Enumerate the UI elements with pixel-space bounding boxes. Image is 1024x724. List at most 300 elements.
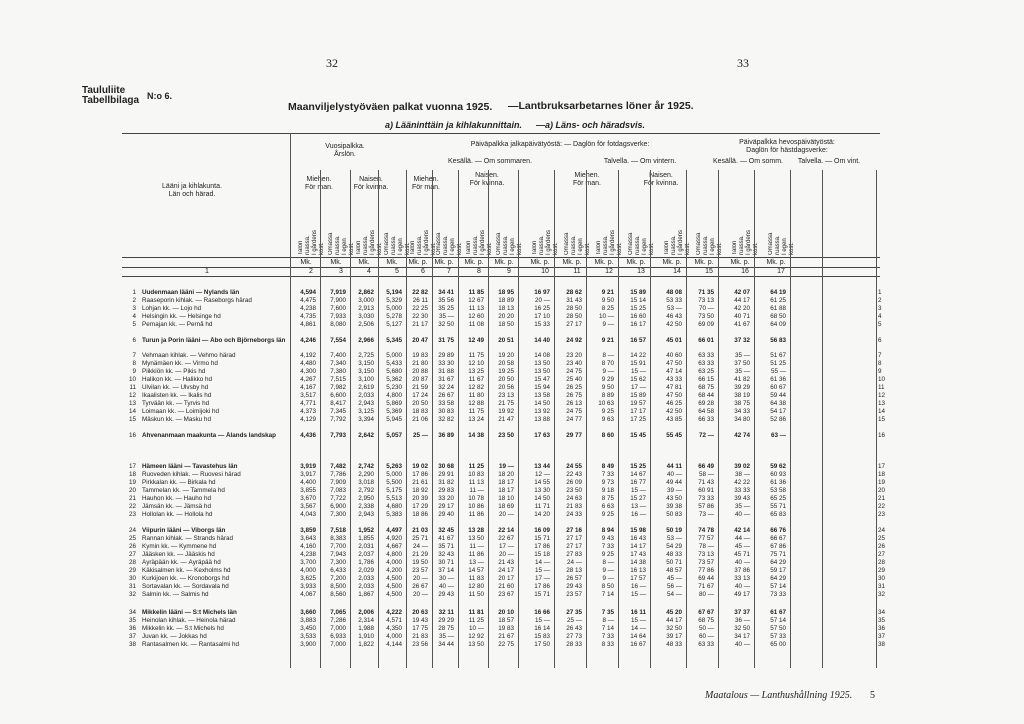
cell-value: 43 33 <box>666 376 682 383</box>
cell-value: 7,300 <box>330 559 346 566</box>
cell-value: 2,792 <box>358 487 374 494</box>
cell-value: 63 33 <box>698 641 714 648</box>
cell-value: 29 77 <box>566 432 582 439</box>
cell-value: 61 88 <box>770 305 786 312</box>
cell-value: 18 86 <box>412 511 428 518</box>
cell-value: 45 01 <box>666 337 682 344</box>
cell-value: 46 43 <box>666 313 682 320</box>
row-number: 23 <box>128 511 136 518</box>
cell-value: 50 19 <box>666 527 682 534</box>
cell-value: 2,862 <box>358 289 374 296</box>
cell-value: 9 21 <box>601 289 614 296</box>
cell-value: 3,660 <box>300 609 316 616</box>
cell-value: 14 50 <box>534 495 550 502</box>
cell-value: 11 13 <box>468 305 484 312</box>
cell-value: 29 89 <box>438 352 454 359</box>
cell-value: 77 57 <box>698 535 714 542</box>
cell-value: 44 17 <box>666 617 682 624</box>
cell-value: 4,267 <box>300 376 316 383</box>
cell-value: 40 60 <box>666 352 682 359</box>
cell-value: 57 14 <box>770 617 786 624</box>
cell-value: 69 28 <box>698 400 714 407</box>
cell-value: 11 67 <box>468 376 484 383</box>
region-name: Lohjan kk. — Lojo hd <box>142 305 202 312</box>
cell-value: 19 — <box>498 463 514 470</box>
cell-value: 24 75 <box>566 408 582 415</box>
row-number-right: 16 <box>878 432 886 439</box>
cell-value: 13 — <box>630 503 646 510</box>
cell-value: 1,855 <box>358 535 374 542</box>
cell-value: 73 13 <box>698 551 714 558</box>
cell-value: 14 38 <box>630 559 646 566</box>
cell-value: 7,482 <box>330 463 346 470</box>
cell-value: 21 29 <box>412 551 428 558</box>
region-name: Mikkelin lääni — S:t Michels län <box>142 609 237 616</box>
cell-value: 28 50 <box>566 305 582 312</box>
cell-value: 17 86 <box>534 583 550 590</box>
row-number: 16 <box>128 432 136 439</box>
cell-value: 15 25 <box>630 463 646 470</box>
annual-wage-header: Vuosipalkka. Årslön. <box>325 143 365 158</box>
cell-value: 23 50 <box>498 432 514 439</box>
cell-value: 73 33 <box>770 591 786 598</box>
row-number: 6 <box>132 337 136 344</box>
cell-value: 19 50 <box>412 559 428 566</box>
cell-value: 21 80 <box>412 360 428 367</box>
region-name: Kymin kk. — Kymmene hd <box>142 543 217 550</box>
cell-value: 24 55 <box>566 463 582 470</box>
region-column-header: Lääni ja kihlakunta. Län och härad. <box>162 183 222 198</box>
cell-value: 4,500 <box>386 591 402 598</box>
cell-value: 35 — <box>438 313 454 320</box>
cell-value: 21 75 <box>498 400 514 407</box>
column-number: 4 <box>367 268 371 275</box>
cell-value: 5,000 <box>386 471 402 478</box>
cell-value: 26 11 <box>412 297 428 304</box>
cell-value: 11 08 <box>468 321 484 328</box>
cell-value: 21 03 <box>412 527 428 534</box>
cell-value: 24 92 <box>566 337 582 344</box>
cell-value: 45 — <box>734 543 750 550</box>
cell-value: 33 58 <box>438 400 454 407</box>
cell-value: 7 33 <box>601 543 614 550</box>
cell-value: 16 67 <box>630 641 646 648</box>
subtitle-sv: —a) Läns- och häradsvis. <box>536 120 646 130</box>
cell-value: 51 67 <box>770 352 786 359</box>
cell-value: 15 71 <box>534 535 550 542</box>
cell-value: 40 71 <box>734 313 750 320</box>
cell-value: 21 47 <box>498 416 514 423</box>
cell-value: 34 41 <box>438 289 454 296</box>
cell-value: 4,043 <box>300 511 316 518</box>
cell-value: 51 25 <box>770 360 786 367</box>
cell-value: 12 — <box>534 471 550 478</box>
cell-value: 11 85 <box>468 289 484 296</box>
cell-value: 3,030 <box>358 313 374 320</box>
region-name: Rantasalmen kk. — Rantasalmi hd <box>142 641 239 648</box>
cell-value: 22 75 <box>498 641 514 648</box>
cell-value: 5,230 <box>386 384 402 391</box>
cell-value: 20 — <box>412 575 428 582</box>
unit-label: Mk. p. <box>434 259 454 266</box>
cell-value: 19 83 <box>412 352 428 359</box>
cell-value: 23 20 <box>566 352 582 359</box>
horse-winter-header: Talvella. — Om vint. <box>797 158 861 165</box>
cell-value: 3,900 <box>300 641 316 648</box>
row-number: 4 <box>132 313 136 320</box>
column-subheader: Talon ruassa. I gårdens kost. <box>532 229 559 255</box>
region-name: Jämsän kk. — Jämsä hd <box>142 503 211 510</box>
cell-value: 8,080 <box>330 321 346 328</box>
column-subheader: Omassa ruassa. I egen kost. <box>384 232 411 255</box>
cell-value: 3,643 <box>300 535 316 542</box>
cell-value: 55 45 <box>666 432 682 439</box>
row-number-right: 32 <box>878 591 886 598</box>
cell-value: 15 14 <box>630 297 646 304</box>
cell-value: 13 92 <box>534 408 550 415</box>
cell-value: 3,150 <box>358 360 374 367</box>
region-name: Helsingin kk. — Helsinge hd <box>142 313 221 320</box>
cell-value: 74 78 <box>698 527 714 534</box>
cell-value: 66 33 <box>698 416 714 423</box>
unit-label: Mk. <box>386 259 398 266</box>
cell-value: 3,919 <box>300 463 316 470</box>
cell-value: 6,600 <box>330 392 346 399</box>
header-mk-rule <box>122 257 880 258</box>
cell-value: 40 — <box>734 511 750 518</box>
cell-value: 73 33 <box>698 495 714 502</box>
cell-value: 7,909 <box>330 479 346 486</box>
region-name: Halikon kk. — Halikko hd <box>142 376 212 383</box>
table-number: N:o 6. <box>147 91 173 101</box>
row-number-right: 4 <box>878 313 882 320</box>
cell-value: 18 10 <box>498 495 514 502</box>
cell-value: 64 09 <box>770 321 786 328</box>
cell-value: 4,238 <box>300 305 316 312</box>
row-number-right: 7 <box>878 352 882 359</box>
cell-value: 13 44 <box>534 463 550 470</box>
row-number-right: 30 <box>878 575 886 582</box>
region-name: Ahvenanmaan maakunta — Ålands landskap <box>142 432 277 439</box>
cell-value: 4,800 <box>386 551 402 558</box>
header-colnum-top-rule <box>122 267 880 268</box>
cell-value: 18 20 <box>498 471 514 478</box>
cell-value: 23 67 <box>498 591 514 598</box>
cell-value: 18 17 <box>498 487 514 494</box>
row-number-right: 29 <box>878 567 886 574</box>
cell-value: 3,018 <box>358 479 374 486</box>
cell-value: 13 58 <box>534 392 550 399</box>
cell-value: 9 50 <box>601 384 614 391</box>
cell-value: 29 43 <box>438 591 454 598</box>
cell-value: 2,943 <box>358 511 374 518</box>
row-number: 22 <box>128 503 136 510</box>
region-name: Jääsken kk. — Jääskis hd <box>142 551 215 558</box>
cell-value: 5,127 <box>386 321 402 328</box>
cell-value: 19 83 <box>498 625 514 632</box>
column-number: 1 <box>205 268 209 275</box>
cell-value: 61 36 <box>770 479 786 486</box>
row-number-right: 22 <box>878 503 886 510</box>
cell-value: 15 — <box>534 567 550 574</box>
cell-value: 71 67 <box>698 583 714 590</box>
cell-value: 4,000 <box>300 567 316 574</box>
cell-value: 60 91 <box>698 487 714 494</box>
row-number-right: 3 <box>878 305 882 312</box>
row-number: 14 <box>128 408 136 415</box>
column-subheader: Talon ruassa. I gårdens kost. <box>466 229 493 255</box>
cell-value: 22 43 <box>566 471 582 478</box>
cell-value: 11 75 <box>468 408 484 415</box>
cell-value: 17 29 <box>412 503 428 510</box>
unit-label: Mk. p. <box>562 259 582 266</box>
cell-value: 12 49 <box>468 337 484 344</box>
cell-value: 4,160 <box>300 543 316 550</box>
row-number-right: 17 <box>878 463 886 470</box>
cell-value: 3,394 <box>358 416 374 423</box>
cell-value: 2,742 <box>358 463 374 470</box>
cell-value: 31 43 <box>566 297 582 304</box>
row-number: 32 <box>128 591 136 598</box>
row-number-right: 21 <box>878 495 886 502</box>
cell-value: 19 43 <box>412 617 428 624</box>
cell-value: 3,567 <box>300 503 316 510</box>
cell-value: 13 30 <box>534 487 550 494</box>
cell-value: 7,345 <box>330 408 346 415</box>
cell-value: 32 45 <box>438 527 454 534</box>
cell-value: 12 82 <box>468 384 484 391</box>
column-subheader: Omassa ruassa. I egen kost. <box>436 232 463 255</box>
column-number: 12 <box>605 268 613 275</box>
unit-label: Mk. p. <box>530 259 550 266</box>
cell-value: 29 17 <box>438 503 454 510</box>
cell-value: 15 33 <box>534 321 550 328</box>
cell-value: 45 71 <box>734 551 750 558</box>
cell-value: 52 86 <box>770 416 786 423</box>
cell-value: 21 67 <box>498 633 514 640</box>
cell-value: 66 49 <box>698 463 714 470</box>
summer-header: Kesällä. — Om sommaren. <box>447 158 533 165</box>
row-number: 30 <box>128 575 136 582</box>
cell-value: 14 50 <box>534 400 550 407</box>
cell-value: 23 13 <box>498 392 514 399</box>
cell-value: 21 06 <box>412 416 428 423</box>
cell-value: 11 — <box>469 487 484 494</box>
row-number: 7 <box>132 352 136 359</box>
cell-value: 47 81 <box>666 384 682 391</box>
cell-value: 17 63 <box>534 432 550 439</box>
cell-value: 9 18 <box>601 487 614 494</box>
cell-value: 3,933 <box>300 583 316 590</box>
cell-value: 22 67 <box>498 535 514 542</box>
cell-value: 4,144 <box>386 641 402 648</box>
cell-value: 24 — <box>412 543 428 550</box>
region-name: Ikaalisten kk. — Ikalis hd <box>142 392 212 399</box>
cell-value: 5,362 <box>386 376 402 383</box>
cell-value: 32 50 <box>666 625 682 632</box>
unit-label: Mk. p. <box>494 259 514 266</box>
row-number-right: 27 <box>878 551 886 558</box>
cell-value: 3,150 <box>358 368 374 375</box>
row-number: 5 <box>132 321 136 328</box>
cell-value: 20 10 <box>498 609 514 616</box>
cell-value: 4,594 <box>300 289 316 296</box>
cell-value: 24 33 <box>566 511 582 518</box>
cell-value: 5,057 <box>386 432 402 439</box>
cell-value: 8 75 <box>601 495 614 502</box>
cell-value: 36 — <box>734 617 750 624</box>
row-number-right: 14 <box>878 408 886 415</box>
cell-value: 39 29 <box>734 384 750 391</box>
row-number: 9 <box>132 368 136 375</box>
cell-value: 18 50 <box>498 321 514 328</box>
cell-value: 31 75 <box>438 337 454 344</box>
cell-value: 21 60 <box>498 583 514 590</box>
cell-value: 20 50 <box>412 400 428 407</box>
title-fi: Maanviljelystyöväen palkat vuonna 1925. <box>288 101 493 113</box>
cell-value: 4,861 <box>300 321 316 328</box>
cell-value: 48 33 <box>666 551 682 558</box>
column-number: 16 <box>741 268 749 275</box>
cell-value: 7,300 <box>330 511 346 518</box>
cell-value: 57 33 <box>770 633 786 640</box>
cell-value: 35 56 <box>438 297 454 304</box>
row-number: 37 <box>128 633 136 640</box>
annual-men-header: Miehen. För man. <box>304 176 333 191</box>
right-page-number: 33 <box>737 56 749 70</box>
cell-value: 4,192 <box>300 352 316 359</box>
row-number: 29 <box>128 567 136 574</box>
cell-value: 9 29 <box>601 376 614 383</box>
cell-value: 67 67 <box>698 609 714 616</box>
table-label-fi: Taululiite <box>82 85 126 96</box>
cell-value: 14 08 <box>534 352 550 359</box>
cell-value: 11 83 <box>468 575 484 582</box>
row-number: 19 <box>128 479 136 486</box>
cell-value: 40 — <box>438 583 454 590</box>
footer-page-number: 5 <box>870 690 875 701</box>
cell-value: 45 — <box>666 575 682 582</box>
region-name: Mynämäen kk. — Virmo hd <box>142 360 218 367</box>
cell-value: 16 57 <box>630 337 646 344</box>
cell-value: 15 62 <box>630 376 646 383</box>
row-number-right: 36 <box>878 625 886 632</box>
cell-value: 64 58 <box>698 408 714 415</box>
cell-value: 53 33 <box>666 297 682 304</box>
cell-value: 8 60 <box>601 432 614 439</box>
cell-value: 29 40 <box>438 511 454 518</box>
row-number-right: 23 <box>878 511 886 518</box>
cell-value: 13 50 <box>468 641 484 648</box>
cell-value: 16 25 <box>534 305 550 312</box>
cell-value: 35 25 <box>438 305 454 312</box>
cell-value: 20 87 <box>412 376 428 383</box>
column-subheader: Talon ruassa. I gårdens kost. <box>732 229 759 255</box>
cell-value: 7 33 <box>601 633 614 640</box>
cell-value: 14 40 <box>534 337 550 344</box>
cell-value: 3,517 <box>300 392 316 399</box>
cell-value: 3,670 <box>300 495 316 502</box>
unit-label: Mk. <box>300 259 312 266</box>
cell-value: 8 94 <box>601 527 614 534</box>
cell-value: 16 77 <box>630 479 646 486</box>
region-name: Hämeen lääni — Tavastehus län <box>142 463 238 470</box>
title-sv: —Lantbruksarbetarnes löner år 1925. <box>508 100 694 112</box>
cell-value: 1,867 <box>358 591 374 598</box>
summer-women-header: Naisen. För kvinna. <box>469 172 505 187</box>
cell-value: 50 83 <box>666 511 682 518</box>
cell-value: 53 — <box>666 305 682 312</box>
cell-value: 2,966 <box>358 337 374 344</box>
cell-value: 69 09 <box>698 321 714 328</box>
region-name: Raaseporin kihlak. — Raseborgs härad <box>142 297 252 304</box>
cell-value: 5,945 <box>386 416 402 423</box>
cell-value: 29 29 <box>438 617 454 624</box>
cell-value: 4,222 <box>386 609 402 616</box>
cell-value: 16 66 <box>534 609 550 616</box>
cell-value: 8,500 <box>330 583 346 590</box>
cell-value: 23 50 <box>566 487 582 494</box>
cell-value: 15 18 <box>534 551 550 558</box>
cell-value: 14 67 <box>630 471 646 478</box>
cell-value: 63 33 <box>698 352 714 359</box>
cell-value: 7,065 <box>330 609 346 616</box>
unit-label: Mk. p. <box>626 259 646 266</box>
cell-value: 48 08 <box>666 289 682 296</box>
cell-value: 27 83 <box>566 551 582 558</box>
cell-value: 17 57 <box>630 575 646 582</box>
cell-value: 17 86 <box>534 543 550 550</box>
cell-value: 66 67 <box>770 535 786 542</box>
cell-value: 15 — <box>534 617 550 624</box>
cell-value: 37 50 <box>734 360 750 367</box>
cell-value: 47 50 <box>666 360 682 367</box>
cell-value: 12 60 <box>468 313 484 320</box>
cell-value: 11 80 <box>468 392 484 399</box>
cell-value: 21 61 <box>412 479 428 486</box>
cell-value: 7,400 <box>330 352 346 359</box>
row-number-right: 35 <box>878 617 886 624</box>
cell-value: 32 50 <box>438 321 454 328</box>
cell-value: 8 50 <box>601 583 614 590</box>
cell-value: 37 14 <box>438 567 454 574</box>
cell-value: 18 83 <box>412 408 428 415</box>
cell-value: 20 58 <box>498 360 514 367</box>
cell-value: 25 71 <box>412 535 428 542</box>
row-number: 10 <box>128 376 136 383</box>
cell-value: 12 92 <box>468 633 484 640</box>
cell-value: 10 86 <box>468 503 484 510</box>
row-number: 13 <box>128 400 136 407</box>
cell-value: 47 50 <box>666 392 682 399</box>
cell-value: 39 43 <box>734 495 750 502</box>
cell-value: 42 50 <box>666 408 682 415</box>
row-number-right: 8 <box>878 360 882 367</box>
cell-value: 5,680 <box>386 368 402 375</box>
cell-value: 4,667 <box>386 543 402 550</box>
cell-value: 18 17 <box>498 479 514 486</box>
cell-value: 27 16 <box>566 527 582 534</box>
cell-value: 66 76 <box>770 527 786 534</box>
cell-value: 7,722 <box>330 495 346 502</box>
cell-value: 12 88 <box>468 400 484 407</box>
cell-value: 15 — <box>630 591 646 598</box>
cell-value: 68 44 <box>698 392 714 399</box>
cell-value: 12 80 <box>468 583 484 590</box>
cell-value: 5,345 <box>386 337 402 344</box>
cell-value: 15 89 <box>630 392 646 399</box>
cell-value: 60 67 <box>770 384 786 391</box>
